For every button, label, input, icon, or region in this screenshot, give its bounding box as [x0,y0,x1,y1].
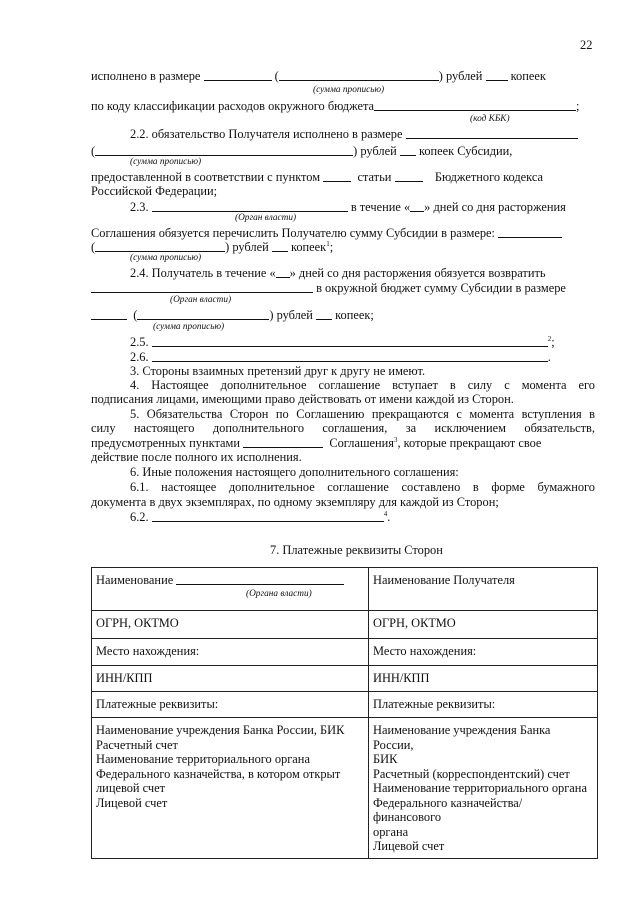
text: . [387,510,391,524]
text: 2.3. [130,200,149,214]
text-line [130,510,390,524]
cell-line: Лицевой счет [96,795,168,810]
text: ; [551,335,555,349]
footnote-mark: 4 [383,510,388,518]
text: ) рублей [225,240,269,254]
fill-blank [152,510,384,522]
fill-blank [374,99,576,111]
fill-blank [395,170,423,182]
text: ( [274,69,279,83]
text-line [91,281,566,295]
fill-blank [498,226,562,238]
text-line: 6. Иные положения настоящего дополнительного соглашения: [130,465,459,479]
text-line: Российской Федерации; [91,184,218,198]
hint-sum: (сумма прописью) [313,85,385,95]
text: по коду классификации расходов окружного бюджета [91,99,375,113]
cell-line: БИК [373,752,398,766]
page-number: 22 [580,38,593,52]
text: , которые прекращают свое [397,436,542,450]
text: Соглашения обязуется перечислить Получателю сумму Субсидии в размере: [91,226,495,240]
text-line [130,200,566,214]
text: предоставленной в соответствии с пунктом [91,170,321,184]
table-cell: Платежные реквизиты: [369,692,598,718]
text-line [91,226,562,240]
table-row [92,692,598,718]
cell-line: Федерального казначейства/ финансового [373,795,523,824]
text-line: подписания лицами, имеющими право действовать от имени каждой из Сторон. [91,392,514,406]
table-cell: Место нахождения: [369,639,598,666]
hint-kbk: (код КБК) [470,114,510,124]
text-line [130,266,546,280]
text: копеек [510,69,546,83]
hint-sum: (сумма прописью) [153,322,225,332]
cell-line: Наименование территориального органа [96,752,310,766]
fill-blank [316,308,332,320]
fill-blank [176,573,344,585]
table-cell: Наименование Получателя [369,568,598,611]
text-line [130,127,578,141]
footnote-mark: 3 [393,436,398,444]
text: в окружной бюджет сумму Субсидии в размере [316,281,566,295]
text: Соглашения [329,436,394,450]
fill-blank [91,308,127,320]
text-line [91,69,546,83]
text-line: 6.1. настоящее дополнительное соглашение составлено в форме бумажного [130,480,595,494]
text-line: ( ) рублей копеек$^1$; [91,240,334,254]
table-row [92,639,598,666]
text: статьи [357,170,392,184]
cell-line: Наименование территориального органа [373,781,587,795]
text-line: 3. Стороны взаимных претензий друг к другу не имеют. [130,364,426,378]
fill-blank [486,69,508,81]
table-cell: ОГРН, ОКТМО [92,611,369,639]
table-cell: ИНН/КПП [369,666,598,692]
cell-line: Наименование учреждения Банка России, БИК [96,723,345,737]
fill-blank [152,350,548,362]
label: Наименование [96,573,174,587]
text-line: 5. Обязательства Сторон по Соглашению прекращаются с момента вступления в [130,407,595,421]
hint-organ: (Орган власти) [170,295,232,305]
cell-line: Наименование учреждения Банка России, [373,723,551,752]
cell-line: лицевой счет [96,781,166,795]
text: . [547,350,551,364]
text: ( [91,144,96,158]
cell-line: Расчетный счет [96,737,178,752]
fill-blank [272,240,288,252]
text-line [91,99,580,113]
fill-blank [95,144,353,156]
hint-sum: (сумма прописью) [130,157,202,167]
text-line [130,350,551,364]
text: » дней со дня расторжения обязуется возвратить [289,266,546,280]
cell-line: Лицевой счет [373,839,445,853]
table-row [92,666,598,692]
table-cell: Место нахождения: [92,639,369,666]
text: копеек [290,240,327,254]
cell-line: органа [373,824,409,839]
text: Бюджетного кодекса [434,170,544,184]
fill-blank [152,335,548,347]
text: ( [91,240,96,254]
text: в течение « [350,200,411,214]
fill-blank [400,144,416,156]
hint-sum: (сумма прописью) [130,253,202,263]
footnote-mark: 2 [547,335,552,343]
text: копеек Субсидии, [418,144,513,158]
text-line [130,335,555,349]
text-line: силу настоящего дополнительного соглашения, за исключением обязательств, [91,421,595,435]
table-cell [92,718,369,859]
fill-blank [95,240,225,252]
text-line [91,144,512,158]
text: ( [133,308,138,322]
text-line [91,436,541,450]
fill-blank [323,170,351,182]
text: 2.4. Получатель в течение « [130,266,276,280]
text: ) рублей [438,69,483,83]
fill-blank [137,308,269,320]
text-line: действие после полного их исполнения. [91,450,302,464]
text-line [91,170,543,184]
table-cell [369,718,598,859]
fill-blank [406,127,578,139]
fill-blank [243,436,323,448]
fill-blank [410,200,424,212]
footnote-mark: 1 [326,240,330,248]
table-row [92,568,598,611]
fill-blank [152,200,348,212]
text: ) рублей [353,144,397,158]
fill-blank [276,266,290,278]
text: ) рублей [269,308,313,322]
text: исполнено в размере [91,69,201,83]
text: ; [576,99,580,113]
table-cell [92,568,369,611]
text: 2.6. [130,350,149,364]
text: » дней со дня расторжения [424,200,566,214]
text: 6.2. [130,510,149,524]
fill-blank [91,281,313,293]
hint-organ: (Орган власти) [235,213,297,223]
fill-blank [279,69,439,81]
cell-line: Расчетный (корреспондентский) счет [373,766,570,781]
table-cell: ОГРН, ОКТМО [369,611,598,639]
cell-line: Федерального казначейства, в котором открыт [96,766,341,781]
hint-organ: (Органа власти) [246,588,312,599]
text: 2.2. обязательство Получателя исполнено в размере [130,127,403,141]
text-line: 4. Настоящее дополнительное соглашение вступает в силу с момента его [130,378,595,392]
section-title: 7. Платежные реквизиты Сторон [270,543,443,557]
text: предусмотренных пунктами [91,436,241,450]
text-line [91,308,374,322]
table-cell: Платежные реквизиты: [92,692,369,718]
text-line: документа в двух экземплярах, по одному экземпляру для каждой из Сторон; [91,495,499,509]
text: копеек; [335,308,374,322]
table-row [92,611,598,639]
table-row [92,718,598,859]
requisites-table [91,567,598,859]
table-cell: ИНН/КПП [92,666,369,692]
text: 2.5. [130,335,149,349]
fill-blank [204,69,272,81]
